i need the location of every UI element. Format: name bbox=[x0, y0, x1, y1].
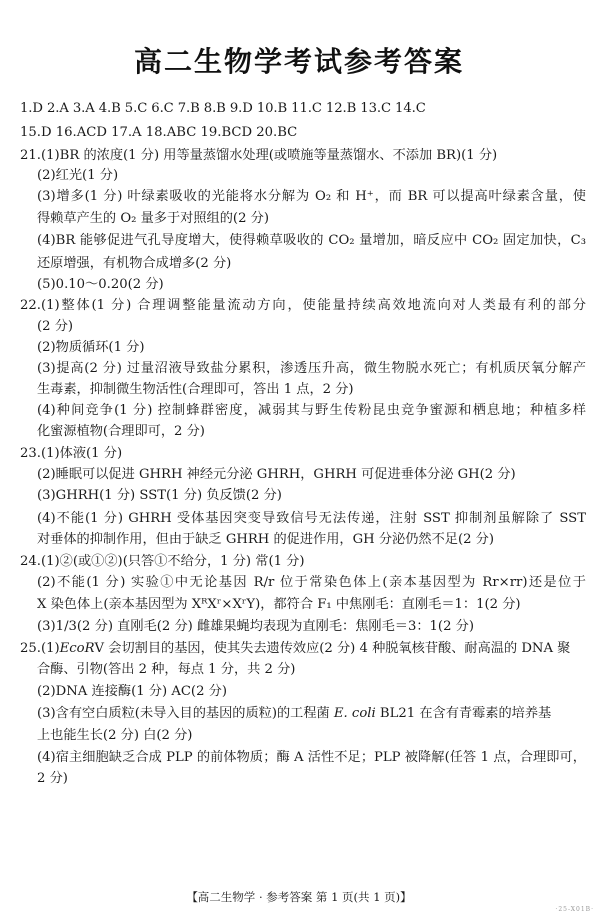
answers-line-2: 15.D 16.ACD 17.A 18.ABC 19.BCD 20.BC bbox=[20, 125, 298, 140]
q25-line-4-prefix: (3)含有空白质粒(未导入目的基因的质粒)的工程菌 bbox=[37, 706, 334, 721]
q22-line-4: (3)提高(2 分) 过量沼液导致盐分累积，渗透压升高，微生物脱水死亡；有机质厌氧分解产 bbox=[37, 361, 586, 376]
q21-line-6: 还原增强，有机物合成增多(2 分) bbox=[37, 256, 232, 271]
q21-line-7: (5)0.10～0.20(2 分) bbox=[37, 277, 164, 292]
q22-line-2: (2 分) bbox=[37, 319, 74, 334]
q25-line-1 bbox=[20, 640, 586, 657]
q24-line-2: (2)不能(1 分) 实验①中无论基因 R/r 位于常染色体上(亲本基因型为 Rr×rr)还是位于 bbox=[37, 575, 586, 590]
q21-line-2: (2)红光(1 分) bbox=[37, 168, 119, 183]
q25-line-1-rest: Ⅴ 会切割目的基因，使其失去遗传效应(2 分) 4 种脱氧核苷酸、耐高温的 DNA 聚 bbox=[94, 641, 571, 656]
page-footer: 【高二生物学 · 参考答案 第 1 页(共 1 页)】 bbox=[186, 890, 412, 904]
q24-line-3: X 染色体上(亲本基因型为 XᴿXʳ×XʳY)，都符合 F₁ 中焦刚毛：直刚毛＝1：1(2 分) bbox=[37, 597, 521, 612]
q21-line-3: (3)增多(1 分) 叶绿素吸收的光能将水分解为 O₂ 和 H⁺，而 BR 可以提高叶绿素含量，使 bbox=[37, 189, 586, 204]
enzyme-name-italic: EcoR bbox=[59, 641, 95, 656]
q25-line-6: (4)宿主细胞缺乏合成 PLP 的前体物质；酶 A 活性不足；PLP 被降解(任答 1 点，合理即可， bbox=[37, 750, 586, 765]
q22-line-5: 生毒素，抑制微生物活性(合理即可，答出 1 点，2 分) bbox=[37, 382, 354, 397]
q25-line-4-rest: BL21 在含有青霉素的培养基 bbox=[375, 706, 552, 721]
q23-line-2: (2)睡眠可以促进 GHRH 神经元分泌 GHRH，GHRH 可促进垂体分泌 GH(2 分) bbox=[37, 467, 516, 482]
answers-line-1: 1.D 2.A 3.A 4.B 5.C 6.C 7.B 8.B 9.D 10.B 11.C 12.B 13.C 14.C bbox=[20, 101, 426, 116]
q23-line-3: (3)GHRH(1 分) SST(1 分) 负反馈(2 分) bbox=[37, 488, 282, 503]
q21-line-5: (4)BR 能够促进气孔导度增大，使得赖草吸收的 CO₂ 量增加，暗反应中 CO₂ 固定加快，C₃ bbox=[37, 233, 586, 248]
q23-line-1: 23.(1)体液(1 分) bbox=[20, 446, 123, 461]
bacteria-name-italic: E. coli bbox=[333, 706, 376, 721]
q25-line-1-prefix: 25.(1) bbox=[20, 641, 60, 656]
q25-line-5: 上也能生长(2 分) 白(2 分) bbox=[37, 728, 193, 743]
q25-line-3: (2)DNA 连接酶(1 分) AC(2 分) bbox=[37, 684, 227, 699]
q24-line-4: (3)1/3(2 分) 直刚毛(2 分) 雌雄果蝇均表现为直刚毛：焦刚毛＝3：1(2 分) bbox=[37, 619, 474, 634]
q25-line-2: 合酶、引物(答出 2 种，每点 1 分，共 2 分) bbox=[37, 662, 296, 677]
q22-line-6: (4)种间竞争(1 分) 控制蜂群密度，减弱其与野生传粉昆虫竞争蜜源和栖息地；种植多样 bbox=[37, 403, 586, 418]
page-title: 高二生物学考试参考答案 bbox=[133, 45, 464, 78]
q21-line-4: 得赖草产生的 O₂ 量多于对照组的(2 分) bbox=[37, 211, 269, 226]
q25-line-7: 2 分) bbox=[37, 771, 68, 786]
q24-line-1: 24.(1)②(或①②)(只答①不给分，1 分) 常(1 分) bbox=[20, 554, 305, 569]
corner-watermark: ·25-X01B· bbox=[555, 906, 594, 913]
q21-line-1: 21.(1)BR 的浓度(1 分) 用等量蒸馏水处理(或喷施等量蒸馏水、不添加 BR)(1 分) bbox=[20, 148, 498, 163]
q22-line-1: 22.(1)整体(1 分) 合理调整能量流动方向，使能量持续高效地流向对人类最有利的部分 bbox=[20, 298, 586, 313]
q25-line-4 bbox=[37, 705, 586, 722]
q22-line-7: 化蜜源植物(合理即可，2 分) bbox=[37, 424, 205, 439]
q23-line-5: 对垂体的抑制作用，但由于缺乏 GHRH 的促进作用，GH 分泌仍然不足(2 分) bbox=[37, 532, 495, 547]
q22-line-3: (2)物质循环(1 分) bbox=[37, 340, 145, 355]
q23-line-4: (4)不能(1 分) GHRH 受体基因突变导致信号无法传递，注射 SST 抑制剂虽解除了 SST bbox=[37, 511, 586, 526]
